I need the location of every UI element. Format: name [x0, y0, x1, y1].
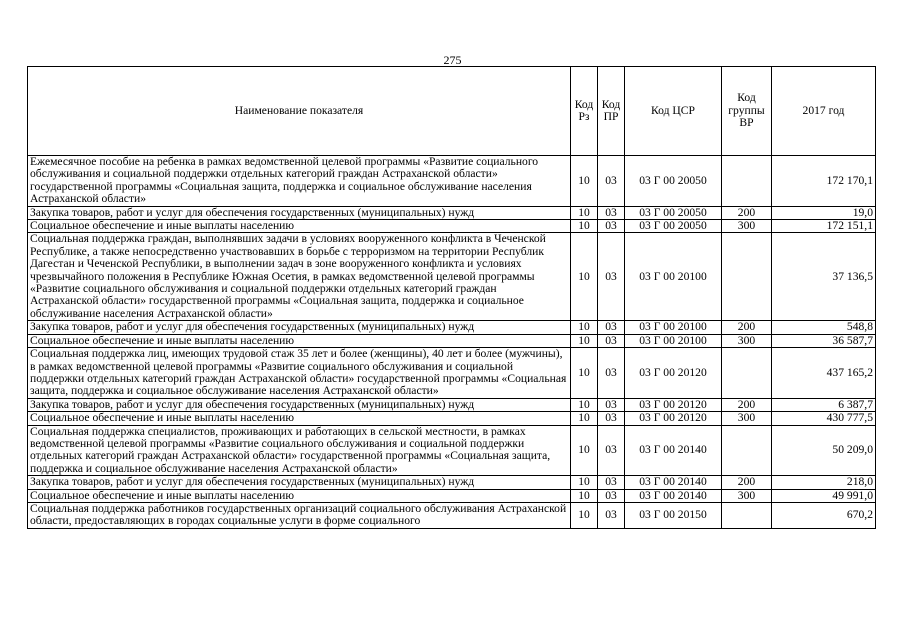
- row-name: Социальное обеспечение и иные выплаты населению: [28, 334, 571, 347]
- row-csr: 03 Г 00 20140: [625, 425, 722, 476]
- row-csr: 03 Г 00 20100: [625, 334, 722, 347]
- row-amount: 37 136,5: [772, 233, 876, 321]
- row-csr: 03 Г 00 20140: [625, 489, 722, 502]
- row-pr: 03: [598, 233, 625, 321]
- row-vr: 200: [722, 398, 772, 411]
- row-rz: 10: [571, 321, 598, 334]
- header-csr: Код ЦСР: [625, 67, 722, 156]
- row-amount: 50 209,0: [772, 425, 876, 476]
- row-name: Социальная поддержка специалистов, проживающих и работающих в сельской местности, в рамках ведомственной целевой программы «Развитие социального обслуживания и социальной поддержки отдельных категорий граждан Астраханской области» государственной программы «Социальная защита, поддержка и социальное обслуживание населения Астраханской области»: [28, 425, 571, 476]
- table-row: [28, 233, 876, 321]
- row-rz: 10: [571, 476, 598, 489]
- row-rz: 10: [571, 206, 598, 219]
- row-name: Социальная поддержка лиц, имеющих трудовой стаж 35 лет и более (женщины), 40 лет и более (мужчины), в рамках ведомственной целевой программы «Развитие социального обслуживания и социальной поддержки отдельных категорий граждан Астраханской области» государственной программы «Социальная защита, поддержка и социальное обслуживание населения Астраханской области»: [28, 348, 571, 399]
- row-vr: 200: [722, 206, 772, 219]
- row-amount: 437 165,2: [772, 348, 876, 399]
- row-amount: 218,0: [772, 476, 876, 489]
- table-header-row: [28, 67, 876, 156]
- row-pr: 03: [598, 476, 625, 489]
- header-pr: Код ПР: [598, 67, 625, 156]
- row-name: Закупка товаров, работ и услуг для обеспечения государственных (муниципальных) нужд: [28, 321, 571, 334]
- table-row: [28, 502, 876, 528]
- row-vr: 300: [722, 412, 772, 425]
- row-amount: 172 151,1: [772, 220, 876, 233]
- header-vr: Код группы ВР: [722, 67, 772, 156]
- row-name: Социальная поддержка работников государственных организаций социального обслуживания Астраханской области, предоставляющих в городах социальные услуги в форме социального: [28, 502, 571, 528]
- row-pr: 03: [598, 156, 625, 207]
- row-rz: 10: [571, 412, 598, 425]
- row-rz: 10: [571, 348, 598, 399]
- row-vr: 300: [722, 220, 772, 233]
- row-pr: 03: [598, 502, 625, 528]
- row-pr: 03: [598, 334, 625, 347]
- row-csr: 03 Г 00 20100: [625, 321, 722, 334]
- row-csr: 03 Г 00 20120: [625, 348, 722, 399]
- row-name: Закупка товаров, работ и услуг для обеспечения государственных (муниципальных) нужд: [28, 476, 571, 489]
- row-name: Социальное обеспечение и иные выплаты населению: [28, 220, 571, 233]
- row-csr: 03 Г 00 20050: [625, 156, 722, 207]
- header-name: Наименование показателя: [28, 67, 571, 156]
- row-amount: 172 170,1: [772, 156, 876, 207]
- row-vr: 300: [722, 489, 772, 502]
- table-row: [28, 321, 876, 334]
- row-rz: 10: [571, 425, 598, 476]
- budget-table: [27, 66, 876, 529]
- row-rz: 10: [571, 156, 598, 207]
- row-amount: 36 587,7: [772, 334, 876, 347]
- row-amount: 19,0: [772, 206, 876, 219]
- row-rz: 10: [571, 489, 598, 502]
- row-pr: 03: [598, 425, 625, 476]
- row-csr: 03 Г 00 20140: [625, 476, 722, 489]
- row-vr: 200: [722, 321, 772, 334]
- row-csr: 03 Г 00 20100: [625, 233, 722, 321]
- row-vr: [722, 502, 772, 528]
- table-row: [28, 206, 876, 219]
- table-row: [28, 476, 876, 489]
- header-rz: Код Рз: [571, 67, 598, 156]
- row-vr: 300: [722, 334, 772, 347]
- row-vr: [722, 233, 772, 321]
- row-vr: [722, 156, 772, 207]
- row-amount: 49 991,0: [772, 489, 876, 502]
- row-pr: 03: [598, 220, 625, 233]
- table-row: [28, 425, 876, 476]
- row-name: Социальная поддержка граждан, выполнявших задачи в условиях вооруженного конфликта в Чеченской Республике, а также непосредственно участвовавших в борьбе с терроризмом на территории Республик Дагестан и Чеченской Республики, в выполнении задач в зоне вооруженного конфликта и условиях чрезвычайного положения в Республике Южная Осетия, в рамках ведомственной целевой программы «Развитие социального обслуживания и социальной поддержки отдельных категорий граждан Астраханской области» государственной программы «Социальная защита, поддержка и социальное обслуживание населения Астраханской области»: [28, 233, 571, 321]
- row-name: Закупка товаров, работ и услуг для обеспечения государственных (муниципальных) нужд: [28, 398, 571, 411]
- row-pr: 03: [598, 206, 625, 219]
- row-vr: [722, 425, 772, 476]
- row-rz: 10: [571, 233, 598, 321]
- row-rz: 10: [571, 502, 598, 528]
- row-csr: 03 Г 00 20050: [625, 206, 722, 219]
- table-row: [28, 156, 876, 207]
- table-row: [28, 398, 876, 411]
- row-pr: 03: [598, 398, 625, 411]
- row-name: Закупка товаров, работ и услуг для обеспечения государственных (муниципальных) нужд: [28, 206, 571, 219]
- table-row: [28, 348, 876, 399]
- row-pr: 03: [598, 489, 625, 502]
- row-amount: 6 387,7: [772, 398, 876, 411]
- row-csr: 03 Г 00 20120: [625, 412, 722, 425]
- row-name: Социальное обеспечение и иные выплаты населению: [28, 412, 571, 425]
- row-rz: 10: [571, 334, 598, 347]
- page-number: 275: [443, 53, 462, 67]
- table-row: [28, 489, 876, 502]
- row-pr: 03: [598, 412, 625, 425]
- row-pr: 03: [598, 321, 625, 334]
- row-amount: 430 777,5: [772, 412, 876, 425]
- row-vr: [722, 348, 772, 399]
- table-row: [28, 220, 876, 233]
- table-row: [28, 334, 876, 347]
- row-rz: 10: [571, 220, 598, 233]
- row-csr: 03 Г 00 20120: [625, 398, 722, 411]
- row-name: Ежемесячное пособие на ребенка в рамках ведомственной целевой программы «Развитие социального обслуживания и социальной поддержки отдельных категорий граждан Астраханской области» государственной программы «Социальная защита, поддержка и социальное обслуживание населения Астраханской области»: [28, 156, 571, 207]
- table-row: [28, 412, 876, 425]
- row-amount: 548,8: [772, 321, 876, 334]
- row-csr: 03 Г 00 20150: [625, 502, 722, 528]
- header-year: 2017 год: [772, 67, 876, 156]
- row-rz: 10: [571, 398, 598, 411]
- row-amount: 670,2: [772, 502, 876, 528]
- row-name: Социальное обеспечение и иные выплаты населению: [28, 489, 571, 502]
- row-csr: 03 Г 00 20050: [625, 220, 722, 233]
- row-vr: 200: [722, 476, 772, 489]
- row-pr: 03: [598, 348, 625, 399]
